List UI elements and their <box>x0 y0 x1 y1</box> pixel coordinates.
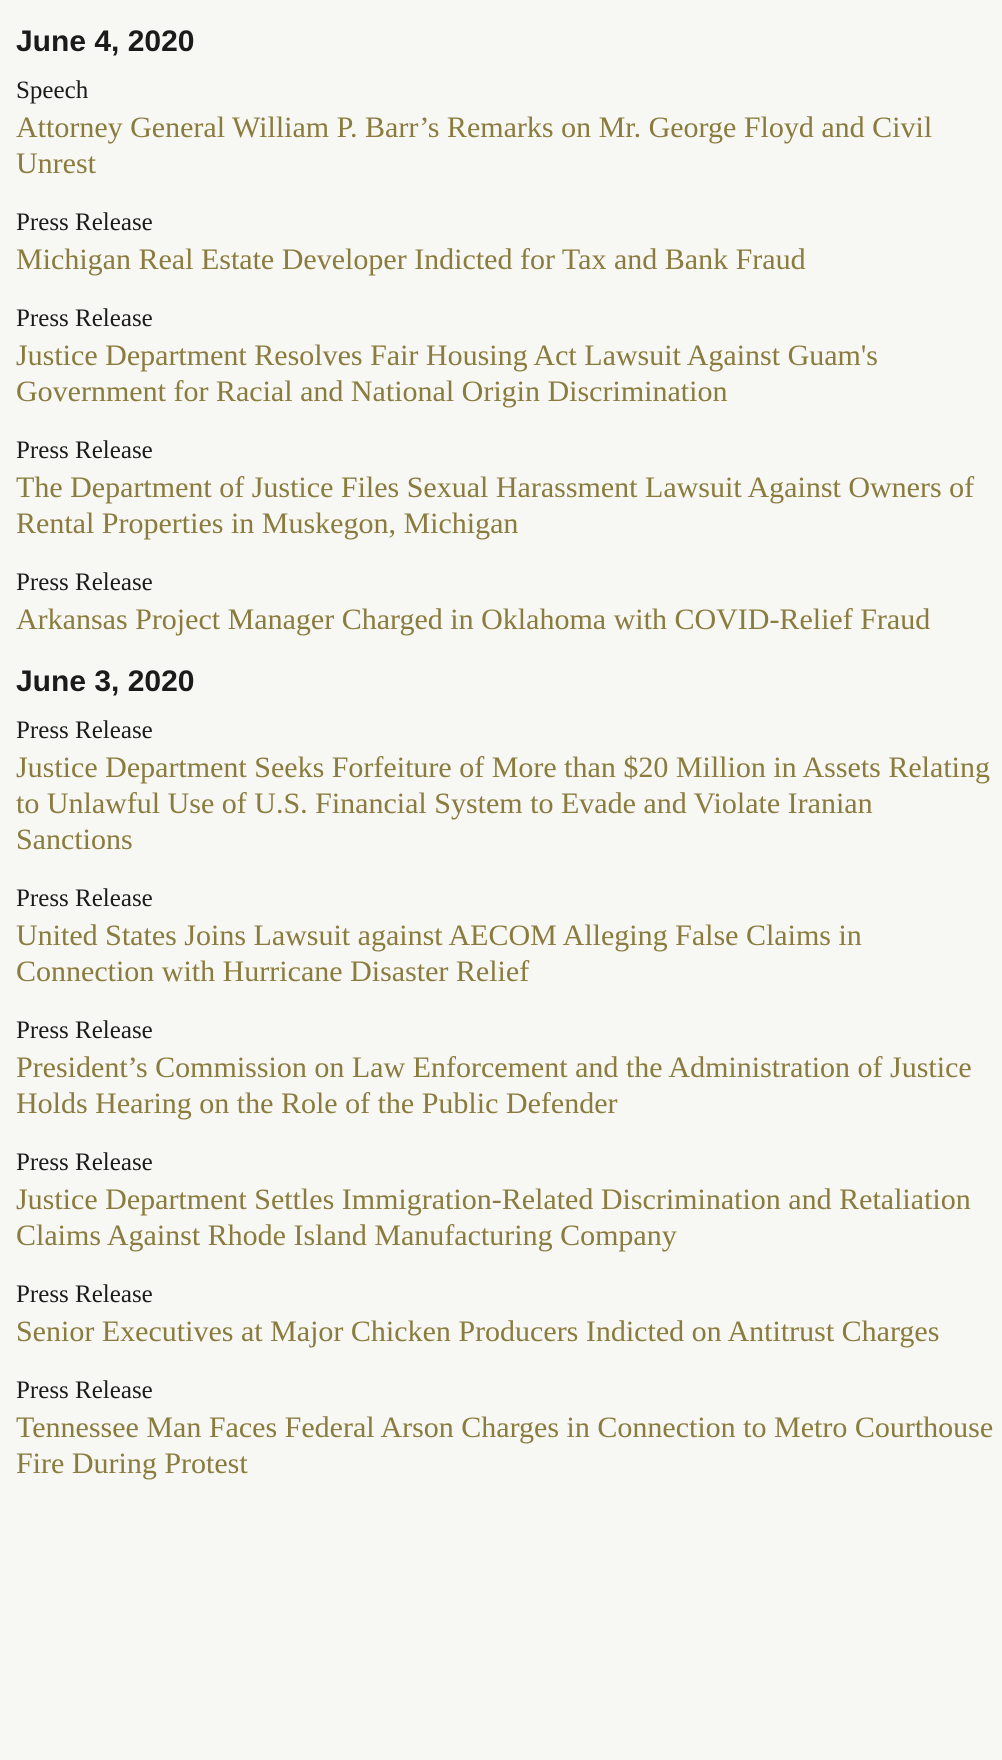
item-type-label: Press Release <box>16 1149 153 1176</box>
item-title-link[interactable]: The Department of Justice Files Sexual Harassment Lawsuit Against Owners of Rental Properties in Muskegon, Michigan <box>16 471 975 540</box>
item-type-label: Press Release <box>16 717 153 744</box>
item-title-link[interactable]: President’s Commission on Law Enforcement and the Administration of Justice Holds Hearing on the Role of the Public Defender <box>16 1051 972 1120</box>
item-title-link[interactable]: Justice Department Resolves Fair Housing Act Lawsuit Against Guam's Government for Racial and National Origin Discrimination <box>16 339 878 408</box>
item-title-link[interactable]: United States Joins Lawsuit against AECOM Alleging False Claims in Connection with Hurricane Disaster Relief <box>16 919 862 988</box>
item-type-label: Press Release <box>16 569 153 596</box>
item-title-link[interactable]: Attorney General William P. Barr’s Remarks on Mr. George Floyd and Civil Unrest <box>16 111 933 180</box>
list-item <box>16 714 1002 858</box>
list-item <box>16 1014 1002 1122</box>
date-group <box>16 0 1002 638</box>
list-item <box>16 206 1002 278</box>
item-type-label: Press Release <box>16 1017 153 1044</box>
item-type-label: Speech <box>16 77 89 104</box>
item-type-label: Press Release <box>16 437 153 464</box>
date-heading: June 4, 2020 <box>16 25 195 58</box>
item-title-link[interactable]: Tennessee Man Faces Federal Arson Charges in Connection to Metro Courthouse Fire During Protest <box>16 1411 994 1480</box>
list-item <box>16 1278 1002 1350</box>
item-title-link[interactable]: Justice Department Seeks Forfeiture of More than $20 Million in Assets Relating to Unlawful Use of U.S. Financial System to Evade and Violate Iranian Sanctions <box>16 751 991 856</box>
item-type-label: Press Release <box>16 305 153 332</box>
list-item <box>16 882 1002 990</box>
list-item <box>16 302 1002 410</box>
list-item <box>16 74 1002 182</box>
list-item <box>16 1374 1002 1482</box>
item-title-link[interactable]: Senior Executives at Major Chicken Producers Indicted on Antitrust Charges <box>16 1315 940 1348</box>
item-title-link[interactable]: Arkansas Project Manager Charged in Oklahoma with COVID-Relief Fraud <box>16 603 931 636</box>
item-type-label: Press Release <box>16 1281 153 1308</box>
list-item <box>16 434 1002 542</box>
date-group <box>16 638 1002 1482</box>
date-heading: June 3, 2020 <box>16 665 195 698</box>
list-item <box>16 1146 1002 1254</box>
item-title-link[interactable]: Justice Department Settles Immigration-Related Discrimination and Retaliation Claims Against Rhode Island Manufacturing Company <box>16 1183 971 1252</box>
item-type-label: Press Release <box>16 1377 153 1404</box>
item-type-label: Press Release <box>16 885 153 912</box>
item-type-label: Press Release <box>16 209 153 236</box>
item-title-link[interactable]: Michigan Real Estate Developer Indicted for Tax and Bank Fraud <box>16 243 806 276</box>
list-item <box>16 566 1002 638</box>
